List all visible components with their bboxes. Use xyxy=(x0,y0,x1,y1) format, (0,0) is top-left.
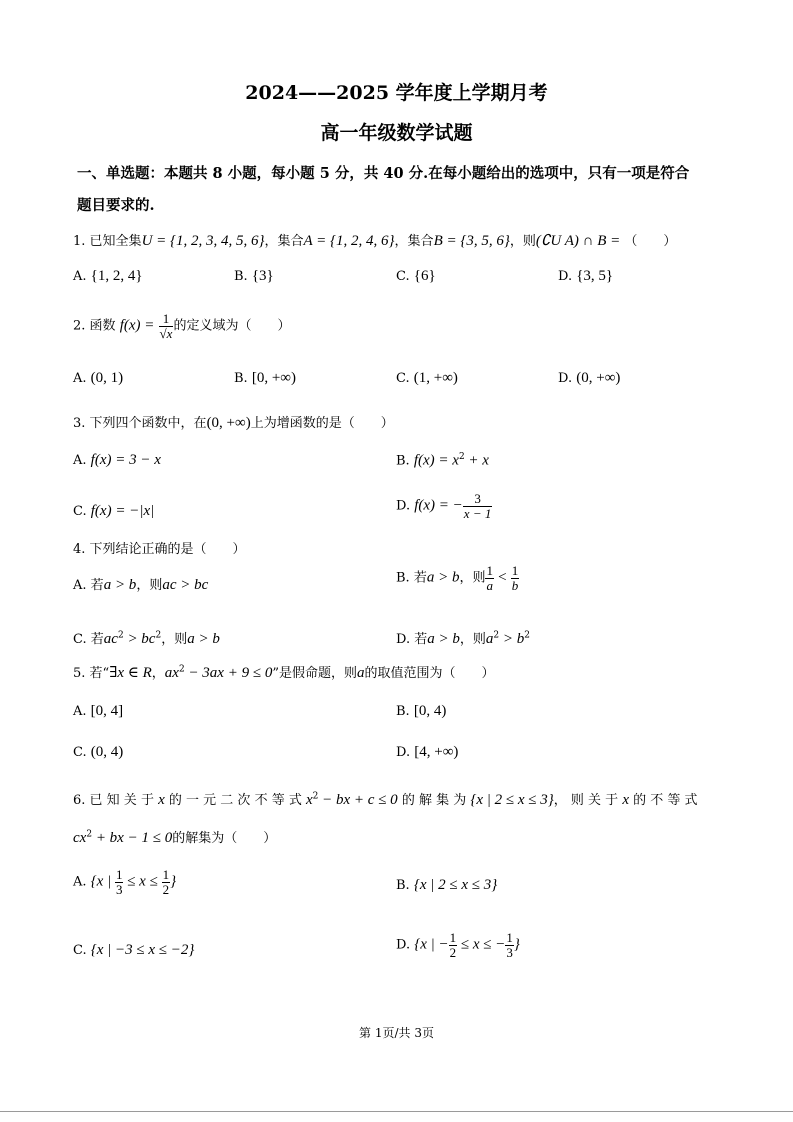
q2-option-b: B. [0, +∞) xyxy=(234,370,296,386)
question-text: ，则 xyxy=(509,234,536,249)
q3-option-c: C. f(x) = −|x| xyxy=(73,503,155,519)
q3-option-b: B. $f(x) = x^2 + x$ xyxy=(396,452,489,469)
math-expression: U = {1, 2, 3, 4, 5, 6} xyxy=(141,233,265,249)
q1-option-d: D. {3, 5} xyxy=(558,268,614,284)
question-text: 已知全集 xyxy=(89,234,142,249)
q6-option-b: B. {x | 2 ≤ x ≤ 3} xyxy=(396,877,498,893)
question-text: 若“ xyxy=(89,666,110,681)
q4-option-c: C. 若$ac^2 > bc^2$，则a > b xyxy=(73,630,220,647)
question-number: 3. xyxy=(73,416,86,431)
bottom-divider xyxy=(0,1111,793,1112)
q5-option-b: B. [0, 4) xyxy=(396,703,447,719)
page-number: 第 1页/共 3页 xyxy=(359,1026,434,1040)
fraction: $\frac{1}{√x}$ xyxy=(159,311,173,341)
question-4 xyxy=(73,538,246,557)
exam-title: 2024——2025 学年度上学期月考 xyxy=(245,82,548,104)
question-text: ，集合 xyxy=(394,234,434,249)
question-number: 4. xyxy=(73,542,86,557)
fraction: $\frac{3}{x - 1}$ xyxy=(463,491,492,521)
fraction: $\frac{1}{3}$ xyxy=(506,930,513,960)
fraction: $\frac{1}{b}$ xyxy=(511,563,519,593)
fraction: $\frac{1}{a}$ xyxy=(486,563,493,593)
question-text: ，集合 xyxy=(264,234,304,249)
math-expression: ∃x ∈ R xyxy=(109,665,152,681)
question-number: 6. xyxy=(73,793,86,808)
q4-option-d: D. 若a > b，则$a^2 > b^2$ xyxy=(396,630,530,647)
section-heading-line1: 一、单选题：本题共 8 小题，每小题 5 分，共 40 分.在每小题给出的选项中，只有一项是符合 xyxy=(77,165,690,182)
question-text: 的定义域为（ ） xyxy=(173,318,291,334)
q2-option-c: C. (1, +∞) xyxy=(396,370,458,386)
q4-option-a: A. 若a > b，则ac > bc xyxy=(73,577,209,593)
q5-option-c: C. (0, 4) xyxy=(73,744,124,760)
q6-option-d: D. {x | − $\frac{1}{2}$ ≤ x ≤ − $\frac{1}{3}$ } xyxy=(396,930,520,960)
math-expression: (0, +∞) xyxy=(206,415,251,431)
math-expression: (∁U A) ∩ B = xyxy=(535,233,621,249)
fraction: $\frac{1}{3}$ xyxy=(115,867,123,897)
section-heading-line2: 题目要求的. xyxy=(77,197,155,214)
q5-option-a: A. [0, 4] xyxy=(73,703,124,719)
q4-option-b: B. 若a > b，则 $\frac{1}{a}$ < $\frac{1}{b}$ xyxy=(396,563,519,593)
q3-option-a: A. f(x) = 3 − x xyxy=(73,452,161,468)
question-5: 5. 若“∃x ∈ R，$ax^2 - 3ax + 9 \le 0$”是假命题，则a的取值范围为（ ） xyxy=(73,664,495,681)
question-text: 上为增函数的是（ ） xyxy=(250,416,394,431)
question-6: 6. 已 知 关 于 x 的 一 元 二 次 不 等 式 $x^2$ − bx + c ≤ 0 的 解 集 为 {x | 2 ≤ x ≤ 3}， 则 关 于 x 的 不 等 式 xyxy=(73,791,698,808)
question-6-line2: $cx^2$ + bx − 1 ≤ 0的解集为（ ） xyxy=(73,829,277,846)
fraction: $\frac{1}{2}$ xyxy=(449,930,457,960)
q5-option-d: D. [4, +∞) xyxy=(396,744,459,760)
question-text: 下列结论正确的是（ ） xyxy=(89,542,246,557)
q6-option-c: C. {x | −3 ≤ x ≤ −2} xyxy=(73,942,195,958)
question-1 xyxy=(73,230,676,250)
question-2 xyxy=(73,312,290,340)
math-expression: A = {1, 2, 4, 6} xyxy=(303,233,395,249)
q1-option-a: A. {1, 2, 4} xyxy=(73,268,143,284)
fraction: $\frac{1}{2}$ xyxy=(162,867,170,897)
question-text: 函数 xyxy=(89,318,116,334)
question-text: 下列四个函数中，在 xyxy=(89,416,207,431)
math-expression: f(x) = xyxy=(119,317,155,334)
question-number: 1. xyxy=(73,234,86,249)
question-number: 5. xyxy=(73,666,86,681)
q2-option-d: D. (0, +∞) xyxy=(558,370,621,386)
q6-option-a: A. {x | $\frac{1}{3}$ ≤ x ≤ $\frac{1}{2}$ } xyxy=(73,867,177,897)
answer-blank: （ ） xyxy=(624,234,677,249)
q2-option-a: A. (0, 1) xyxy=(73,370,124,386)
q3-option-d: D. f(x) = − $\frac{3}{x - 1}$ xyxy=(396,491,492,521)
question-3 xyxy=(73,412,394,432)
q1-option-b: B. {3} xyxy=(234,268,274,284)
math-expression: B = {3, 5, 6} xyxy=(433,233,510,249)
exam-subtitle: 高一年级数学试题 xyxy=(320,122,473,144)
question-number: 2. xyxy=(73,318,86,334)
q1-option-c: C. {6} xyxy=(396,268,436,284)
